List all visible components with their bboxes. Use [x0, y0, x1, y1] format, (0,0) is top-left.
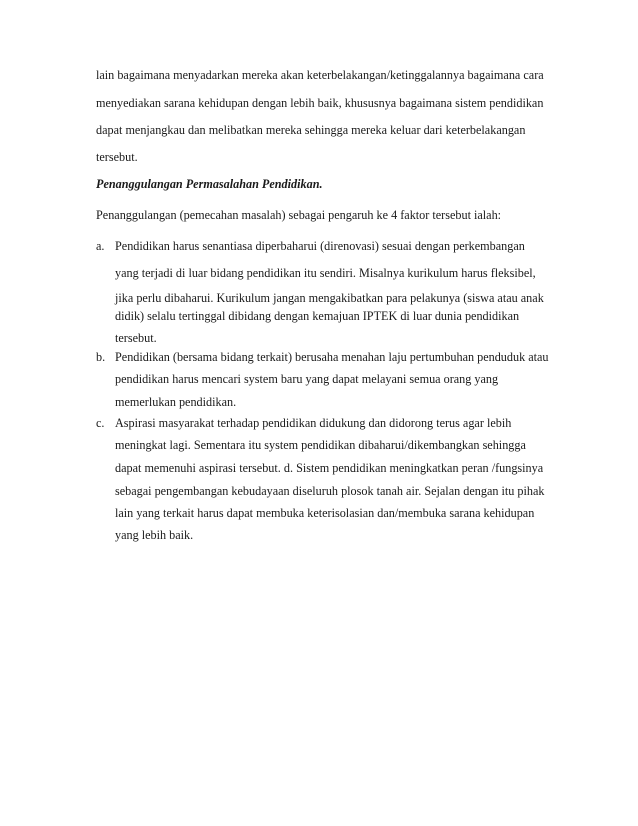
paragraph-line: lain bagaimana menyadarkan mereka akan keterbelakangan/ketinggalannya bagaimana cara [96, 68, 544, 82]
list-item-line: memerlukan pendidikan. [115, 395, 237, 409]
list-item-line: sebagai pengembangan kebudayaan diseluruh plosok tanah air. Sejalan dengan itu pihak [115, 484, 545, 498]
list-marker: a. [96, 239, 105, 253]
list-item-line: didik) selalu tertinggal dibidang dengan kemajuan IPTEK di luar dunia pendidikan [115, 309, 520, 323]
paragraph-line: dapat menjangkau dan melibatkan mereka sehingga mereka keluar dari keterbelakangan [96, 123, 526, 137]
list-item-line: dapat memenuhi aspirasi tersebut. d. Sistem pendidikan meningkatkan peran /fungsinya [115, 461, 544, 475]
list-item-line: lain yang terkait harus dapat membuka keterisolasian dan/membuka sarana kehidupan [115, 506, 535, 520]
list-item-line: pendidikan harus mencari system baru yang dapat melayani semua orang yang [115, 372, 499, 386]
list-item-line: jika perlu dibaharui. Kurikulum jangan mengakibatkan para pelakunya (siswa atau anak [115, 291, 544, 305]
list-item-line: Aspirasi masyarakat terhadap pendidikan didukung dan didorong terus agar lebih [115, 416, 512, 430]
list-marker: c. [96, 416, 105, 430]
list-item-line: yang terjadi di luar bidang pendidikan itu sendiri. Misalnya kurikulum harus fleksibel, [115, 266, 536, 280]
section-heading: Penanggulangan Permasalahan Pendidikan. [96, 177, 323, 191]
list-item-line: Pendidikan (bersama bidang terkait) berusaha menahan laju pertumbuhan penduduk atau [115, 350, 549, 364]
list-item-line: yang lebih baik. [115, 528, 194, 542]
paragraph-line: tersebut. [96, 150, 138, 164]
paragraph-line: menyediakan sarana kehidupan dengan lebih baik, khususnya bagaimana sistem pendidikan [96, 96, 544, 110]
lead-sentence: Penanggulangan (pemecahan masalah) sebagai pengaruh ke 4 faktor tersebut ialah: [96, 208, 502, 222]
list-item-line: Pendidikan harus senantiasa diperbaharui (direnovasi) sesuai dengan perkembangan [115, 239, 525, 253]
list-item-line: tersebut. [115, 331, 157, 345]
list-item-line: meningkat lagi. Sementara itu system pendidikan dibaharui/dikembangkan sehingga [115, 438, 526, 452]
list-marker: b. [96, 350, 106, 364]
